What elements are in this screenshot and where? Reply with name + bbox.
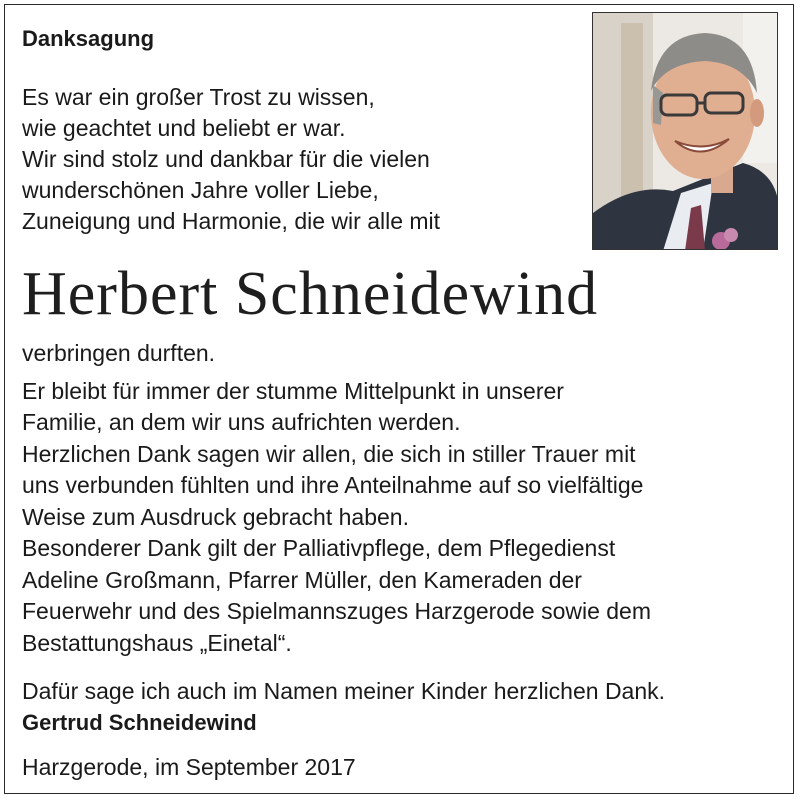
intro-line: Es war ein großer Trost zu wissen, (22, 84, 375, 110)
body-line: Er bleibt für immer der stumme Mittelpunkt in unserer (22, 377, 564, 404)
portrait-photo (592, 12, 778, 250)
closing-block (22, 676, 782, 783)
intro-line: wunderschönen Jahre voller Liebe, (22, 177, 379, 203)
body-line: Weise zum Ausdruck gebracht haben. (22, 503, 409, 530)
body-line: Adeline Großmann, Pfarrer Müller, den Kameraden der (22, 566, 582, 593)
body-text (22, 338, 782, 659)
body-line: Familie, an dem wir uns aufrichten werden. (22, 409, 461, 435)
deceased-name: Herbert Schneidewind (22, 260, 599, 328)
body-line: Bestattungshaus „Einetal“. (22, 629, 292, 656)
place-date: Harzgerode, im September 2017 (22, 754, 356, 780)
body-line: verbringen durften. (22, 340, 216, 366)
signer-name: Gertrud Schneidewind (22, 710, 257, 735)
body-line: uns verbunden fühlten und ihre Anteilnahme auf so vielfältige (22, 472, 644, 498)
body-line: Feuerwehr und des Spielmannszuges Harzgerode sowie dem (22, 598, 652, 624)
intro-line: wie geachtet und beliebt er war. (22, 115, 346, 141)
intro-line: Wir sind stolz und dankbar für die vielen (22, 146, 430, 172)
closing-line: Dafür sage ich auch im Namen meiner Kinder herzlichen Dank. (22, 678, 666, 704)
notice-heading: Danksagung (22, 26, 155, 51)
body-line: Besonderer Dank gilt der Palliativpflege, dem Pflegedienst (22, 535, 616, 561)
body-line: Herzlichen Dank sagen wir allen, die sich in stiller Trauer mit (22, 440, 636, 467)
intro-line: Zuneigung und Harmonie, die wir alle mit (22, 208, 441, 234)
intro-text (22, 82, 582, 237)
portrait-image (593, 13, 778, 250)
